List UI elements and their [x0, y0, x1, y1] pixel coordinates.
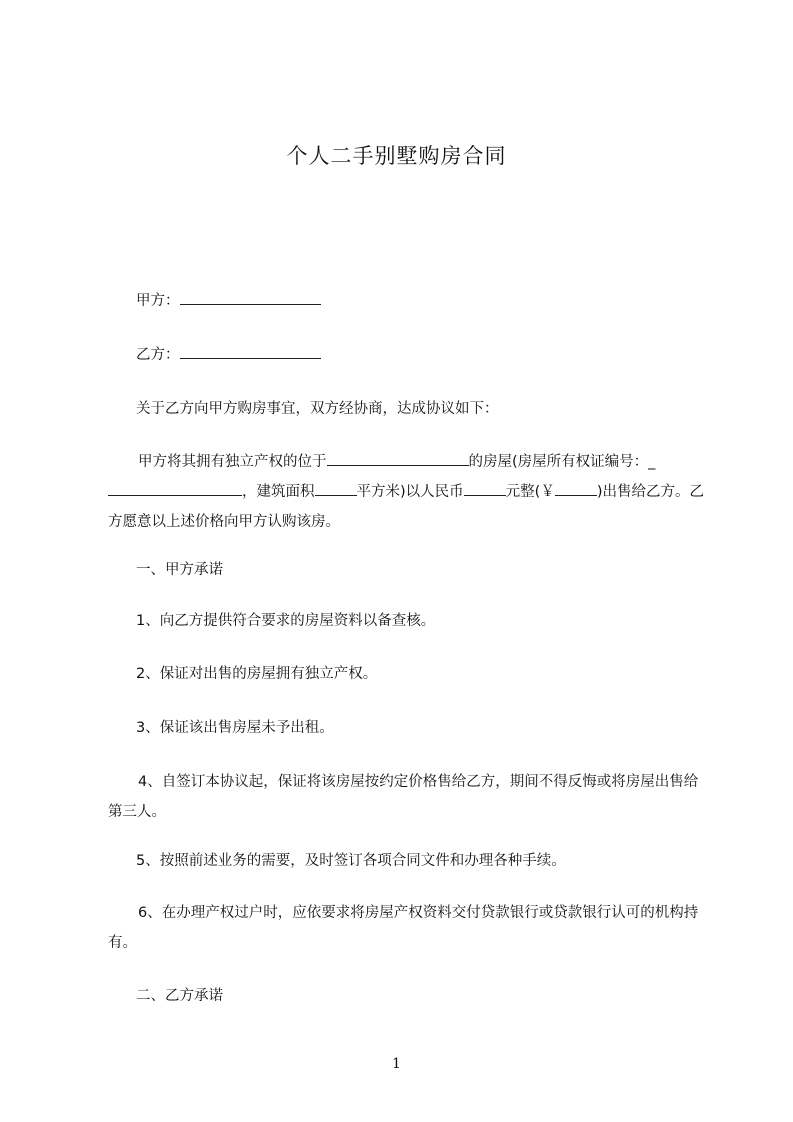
party-a-label: 甲方：: [136, 293, 180, 309]
list-item: 4、自签订本协议起，保证将该房屋按约定价格售给乙方，期间不得反悔或将房屋出售给第三人。: [108, 774, 699, 820]
section-1-heading: 一、甲方承诺: [136, 562, 223, 578]
party-a-line: [108, 286, 708, 316]
list-item: 1、向乙方提供符合要求的房屋资料以备查核。: [136, 613, 436, 629]
address-blank[interactable]: [327, 451, 469, 466]
para1-text-2: 的房屋(房屋所有权证编号：_: [468, 454, 656, 470]
para1-text-6: )出售给乙方。乙方愿意以上述价格向甲方认购该房。: [108, 484, 705, 530]
price-number-blank[interactable]: [555, 481, 597, 496]
page-title: 个人二手别墅购房合同: [286, 144, 507, 168]
intro-text: 关于乙方向甲方购房事宜，双方经协商，达成协议如下：: [136, 401, 499, 417]
certificate-number-blank[interactable]: [108, 481, 242, 496]
para1-text-1: 甲方将其拥有独立产权的位于: [138, 454, 327, 470]
party-b-line: [108, 340, 708, 370]
section-2-heading: 二、乙方承诺: [136, 988, 223, 1004]
party-b-blank[interactable]: [180, 344, 321, 359]
price-words-blank[interactable]: [464, 481, 506, 496]
party-b-label: 乙方：: [136, 347, 180, 363]
list-item: 2、保证对出售的房屋拥有独立产权。: [136, 666, 378, 682]
property-paragraph: [108, 447, 708, 537]
party-a-blank[interactable]: [180, 290, 321, 305]
para1-text-4: 平方米)以人民币: [356, 484, 464, 500]
para1-text-5: 元整(￥: [505, 484, 555, 500]
para1-text-3: ，建筑面积: [242, 484, 315, 500]
list-item: 6、在办理产权过户时，应依要求将房屋产权资料交付贷款银行或贷款银行认可的机构持有。: [108, 905, 699, 951]
list-item: 3、保证该出售房屋未予出租。: [136, 720, 334, 736]
area-blank[interactable]: [315, 481, 357, 496]
page-number: 1: [392, 1056, 401, 1072]
list-item: 5、按照前述业务的需要，及时签订各项合同文件和办理各种手续。: [136, 853, 566, 869]
